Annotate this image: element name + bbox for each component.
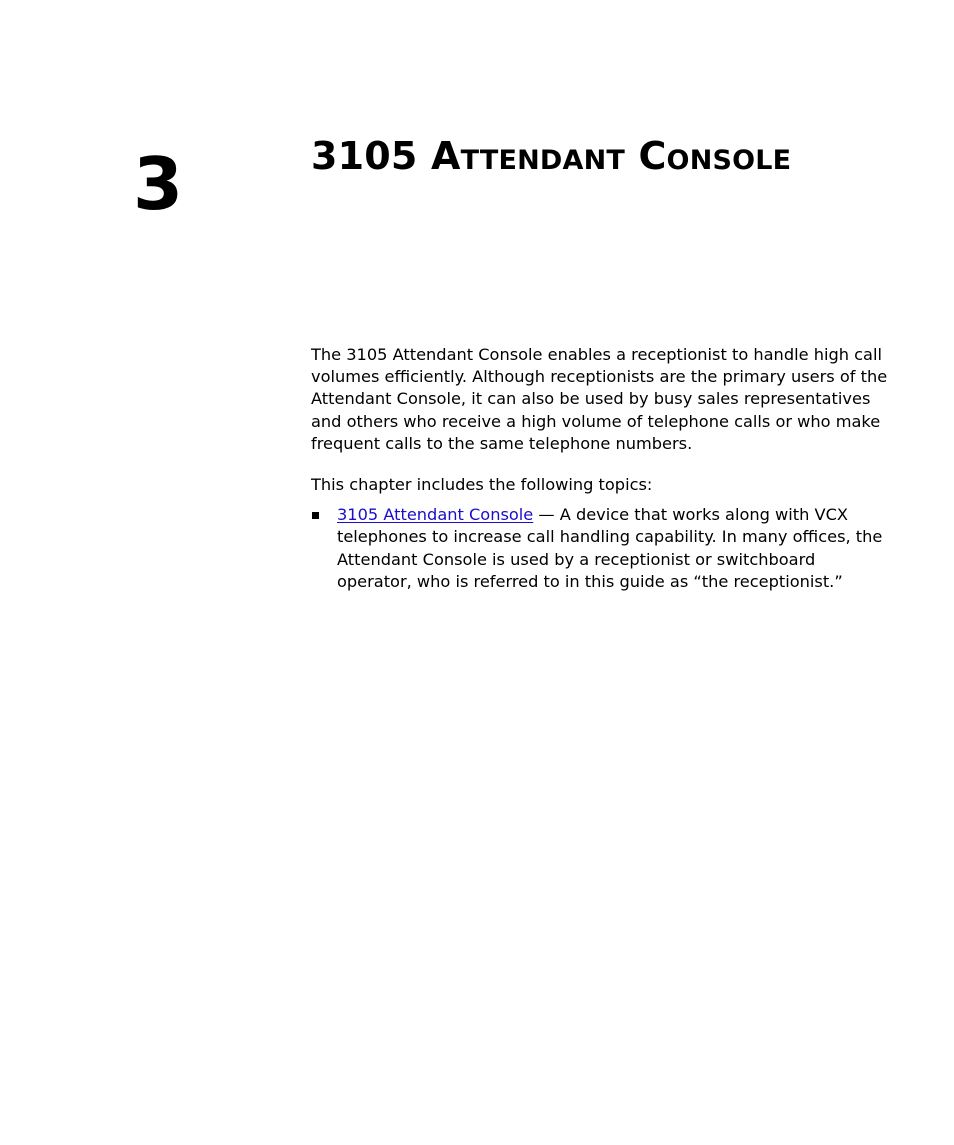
chapter-body [311,344,891,593]
chapter-title: 3105 Attendant Console [311,134,792,178]
topic-list [311,504,891,593]
topic-description: — A device that works along with VCX telephones to increase call handling capability. In many offices, the Attendant Console is used by a receptionist or switchboard operator, who is referred to in this guide as “the receptionist.” [337,505,883,591]
topic-link-attendant-console[interactable]: 3105 Attendant Console [337,505,534,525]
topics-lead: This chapter includes the following topics: [311,475,653,495]
chapter-number: 3 [133,142,184,226]
intro-paragraph: The 3105 Attendant Console enables a receptionist to handle high call volumes efficiently. Although receptionists are the primary users of the Attendant Console, it can also be used by busy sales representatives and others who receive a high volume of telephone calls or who make frequent calls to the same telephone numbers. [311,345,888,453]
bullet-square-icon [312,512,319,519]
list-item [311,504,891,593]
